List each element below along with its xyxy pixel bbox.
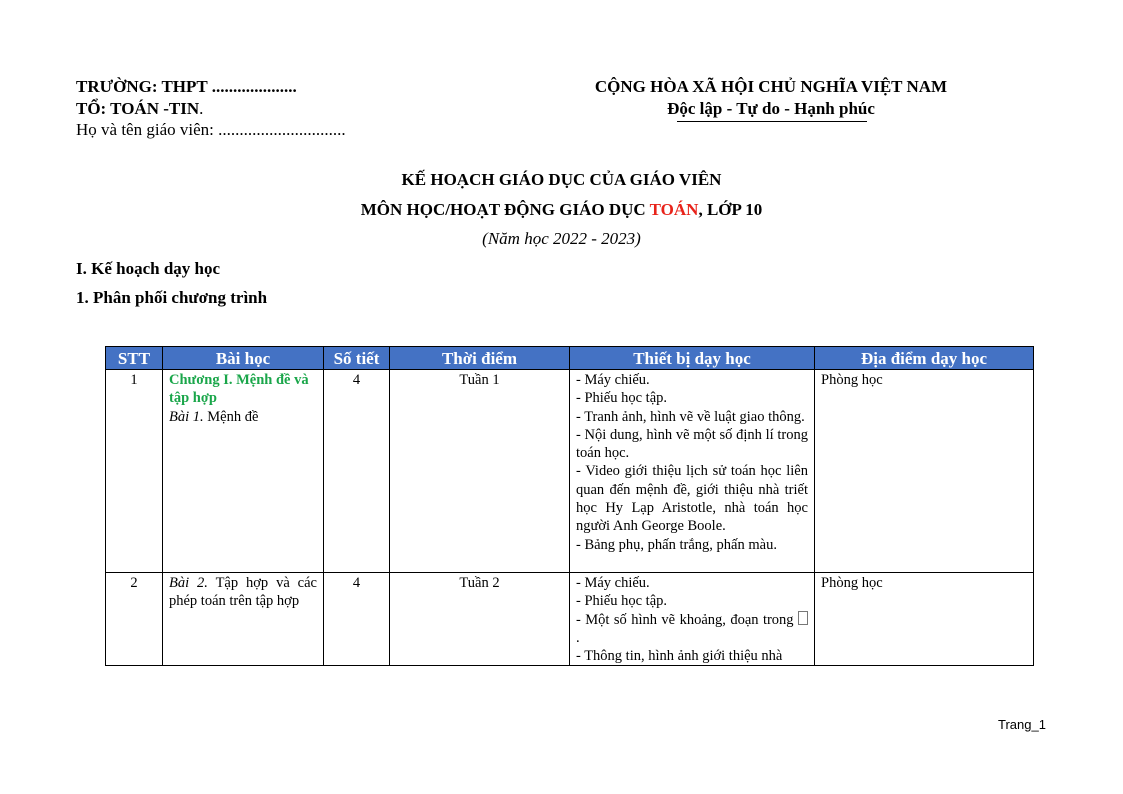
header-periods: Số tiết <box>324 347 390 370</box>
group-name-suffix: . <box>199 99 204 118</box>
subject-title-prefix: MÔN HỌC/HOẠT ĐỘNG GIÁO DỤC <box>360 200 646 219</box>
row-time: Tuần 1 <box>390 370 570 573</box>
table-header-row <box>106 347 1034 370</box>
header-place: Địa điểm dạy học <box>815 347 1034 370</box>
subject-name: TOÁN <box>649 200 699 219</box>
school-name: TRƯỜNG: THPT .................... <box>76 77 297 96</box>
lesson-name: Tập hợp và các phép toán trên tập hợp <box>169 575 317 610</box>
table-row <box>106 370 1034 573</box>
page-title: KẾ HOẠCH GIÁO DỤC CỦA GIÁO VIÊN <box>401 170 722 189</box>
group-name-text: TỔ: TOÁN -TIN <box>76 99 200 118</box>
row-place: Phòng học <box>815 573 1034 666</box>
row-periods: 4 <box>324 370 390 573</box>
subject-title <box>0 200 1123 220</box>
equipment-item: - Video giới thiệu lịch sử toán học liên quan đến mệnh đề, giới thiệu nhà triết học Hy Lạp Aristotle, nhà toán học người Anh George Boole. <box>576 463 808 535</box>
header-lesson: Bài học <box>163 347 324 370</box>
equipment-item: - Máy chiếu. <box>576 372 650 388</box>
equipment-item: - Thông tin, hình ảnh giới thiệu nhà <box>576 648 783 665</box>
row-time: Tuần 2 <box>390 573 570 666</box>
row-lesson <box>163 573 324 666</box>
equipment-item: - Máy chiếu. <box>576 575 650 591</box>
row-place: Phòng học <box>815 370 1034 573</box>
equipment-item: - Bảng phụ, phấn trắng, phấn màu. <box>576 536 777 553</box>
page-number: Trang_1 <box>998 717 1046 732</box>
motto-underline <box>677 121 867 122</box>
missing-glyph-icon <box>798 611 808 625</box>
row-lesson <box>163 370 324 573</box>
lesson-number: Bài 2. <box>169 575 208 591</box>
lesson-number: Bài 1. <box>169 408 204 425</box>
equipment-item: - Tranh ảnh, hình vẽ về luật giao thông. <box>576 408 805 425</box>
equipment-item-tail: . <box>576 629 580 646</box>
header-stt: STT <box>106 347 163 370</box>
equipment-item: - Nội dung, hình vẽ một số định lí trong toán học. <box>576 426 808 462</box>
country-name: CỘNG HÒA XÃ HỘI CHỦ NGHĨA VIỆT NAM <box>594 77 948 96</box>
equipment-item-text: - Một số hình vẽ khoảng, đoạn trong <box>576 611 794 628</box>
motto: Độc lập - Tự do - Hạnh phúc <box>667 99 875 118</box>
equipment-item: - Phiếu học tập. <box>576 593 668 610</box>
section-heading: I. Kế hoạch dạy học <box>76 259 221 278</box>
subsection-heading: 1. Phân phối chương trình <box>76 288 268 307</box>
row-equipment <box>570 370 815 573</box>
curriculum-table <box>105 346 1034 666</box>
row-stt: 2 <box>106 573 163 666</box>
equipment-item: - Phiếu học tập. <box>576 390 668 407</box>
chapter-title: Chương I. Mệnh đề và tập hợp <box>169 372 309 407</box>
group-name <box>76 98 203 119</box>
row-stt: 1 <box>106 370 163 573</box>
header-time: Thời điểm <box>390 347 570 370</box>
lesson-title <box>169 408 317 426</box>
row-equipment <box>570 573 815 666</box>
table-row <box>106 573 1034 666</box>
school-year: (Năm học 2022 - 2023) <box>482 229 641 248</box>
equipment-item <box>576 611 808 648</box>
row-periods: 4 <box>324 573 390 666</box>
lesson-name: Mệnh đề <box>203 408 259 425</box>
lesson-title <box>169 574 317 611</box>
header-equipment: Thiết bị dạy học <box>570 347 815 370</box>
teacher-name: Họ và tên giáo viên: .............................. <box>76 120 346 139</box>
subject-title-suffix: , LỚP 10 <box>698 200 763 219</box>
